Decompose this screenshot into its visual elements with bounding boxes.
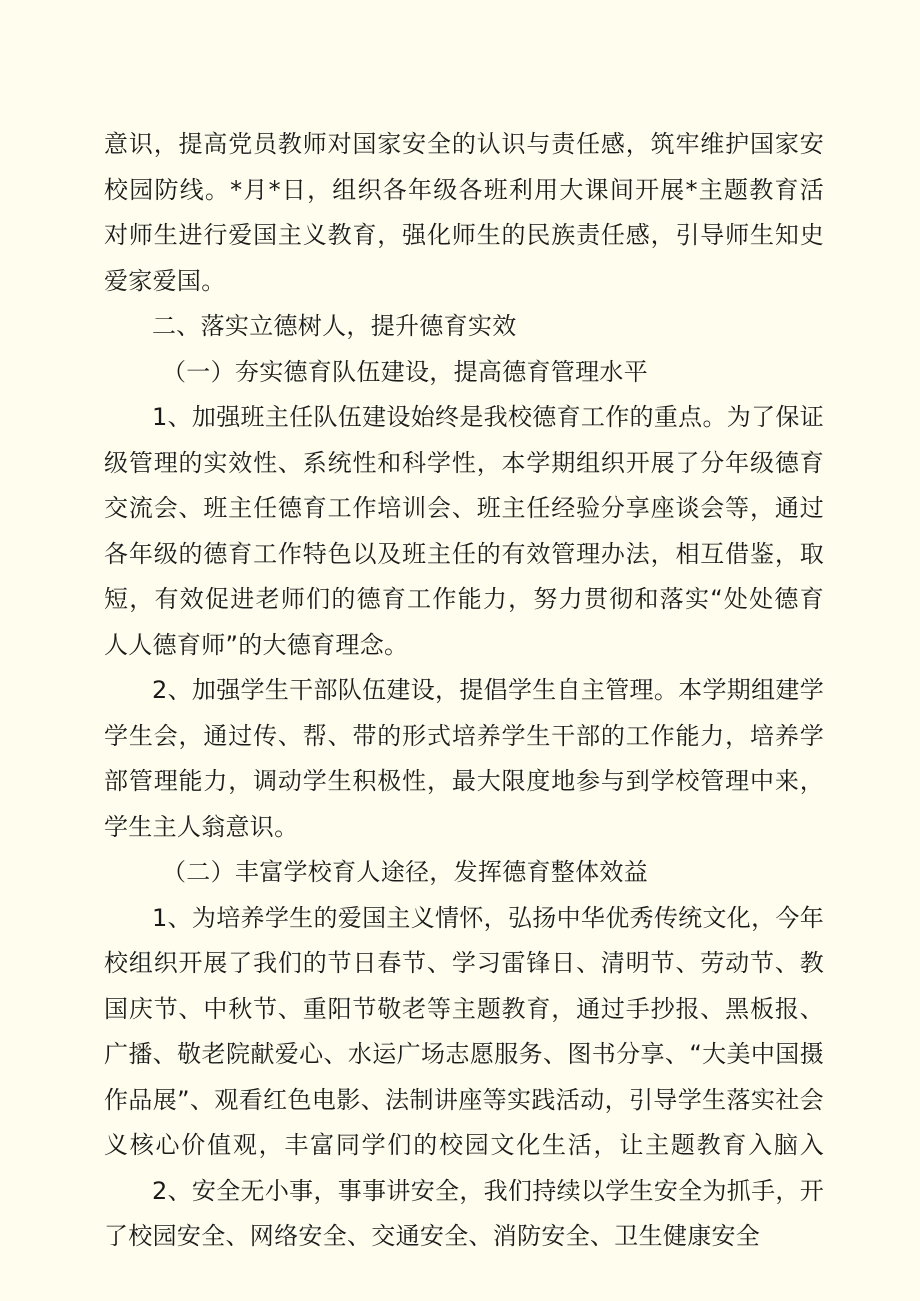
- paragraph-line: 级管理的实效性、系统性和科学性，本学期组织开展了分年级德育: [104, 448, 824, 477]
- paragraph-line: 学生主人翁意识。: [104, 812, 299, 841]
- paragraph-line: 校组织开展了我们的节日春节、学习雷锋日、清明节、劳动节、教: [104, 949, 824, 977]
- paragraph-line: 学生会，通过传、帮、带的形式培养学生干部的工作能力，培养学: [104, 721, 824, 750]
- paragraph-line: 广播、敬老院献爱心、水运广场志愿服务、图书分享、“大美中国摄: [104, 1040, 824, 1068]
- paragraph-line: 了校园安全、网络安全、交通安全、消防安全、卫生健康安全: [104, 1222, 761, 1250]
- paragraph-line: 国庆节、中秋节、重阳节敬老等主题教育，通过手抄报、黑板报、: [104, 994, 824, 1023]
- paragraph-line: 对师生进行爱国主义教育，强化师生的民族责任感，引导师生知史: [104, 221, 824, 249]
- paragraph-line: 部管理能力，调动学生积极性，最大限度地参与到学校管理中来，: [104, 767, 824, 795]
- paragraph-line: 意识，提高党员教师对国家安全的认识与责任感，筑牢维护国家安: [104, 130, 824, 158]
- paragraph-line: 义核心价值观，丰富同学们的校园文化生活，让主题教育入脑入: [104, 1131, 824, 1159]
- paragraph-line: 2、加强学生干部队伍建设，提倡学生自主管理。本学期组建学: [152, 676, 824, 704]
- paragraph-line: 校园防线。*月*日，组织各年级各班利用大课间开展*主题教育活: [104, 175, 824, 204]
- paragraph-line: 2、安全无小事，事事讲安全，我们持续以学生安全为抓手，开: [152, 1176, 824, 1205]
- subsection-heading: （二）丰富学校育人途径，发挥德育整体效益: [162, 858, 648, 886]
- section-heading: 二、落实立德树人，提升德育实效: [152, 312, 517, 340]
- paragraph-line: 作品展”、观看红色电影、法制讲座等实践活动，引导学生落实社会: [104, 1085, 824, 1114]
- document-body: [104, 122, 824, 1260]
- paragraph-line: 爱家爱国。: [104, 266, 226, 295]
- paragraph-line: 1、加强班主任队伍建设始终是我校德育工作的重点。为了保证: [152, 403, 824, 431]
- paragraph-line: 交流会、班主任德育工作培训会、班主任经验分享座谈会等，通过: [104, 494, 824, 522]
- paragraph-line: 人人德育师”的大德育理念。: [104, 630, 409, 659]
- subsection-heading: （一）夯实德育队伍建设，提高德育管理水平: [162, 357, 648, 386]
- paragraph-line: 1、为培养学生的爱国主义情怀，弘扬中华优秀传统文化，今年: [152, 903, 824, 932]
- paragraph-line: 短，有效促进老师们的德育工作能力，努力贯彻和落实“处处德育: [104, 585, 824, 613]
- paragraph-line: 各年级的德育工作特色以及班主任的有效管理办法，相互借鉴，取: [104, 539, 824, 568]
